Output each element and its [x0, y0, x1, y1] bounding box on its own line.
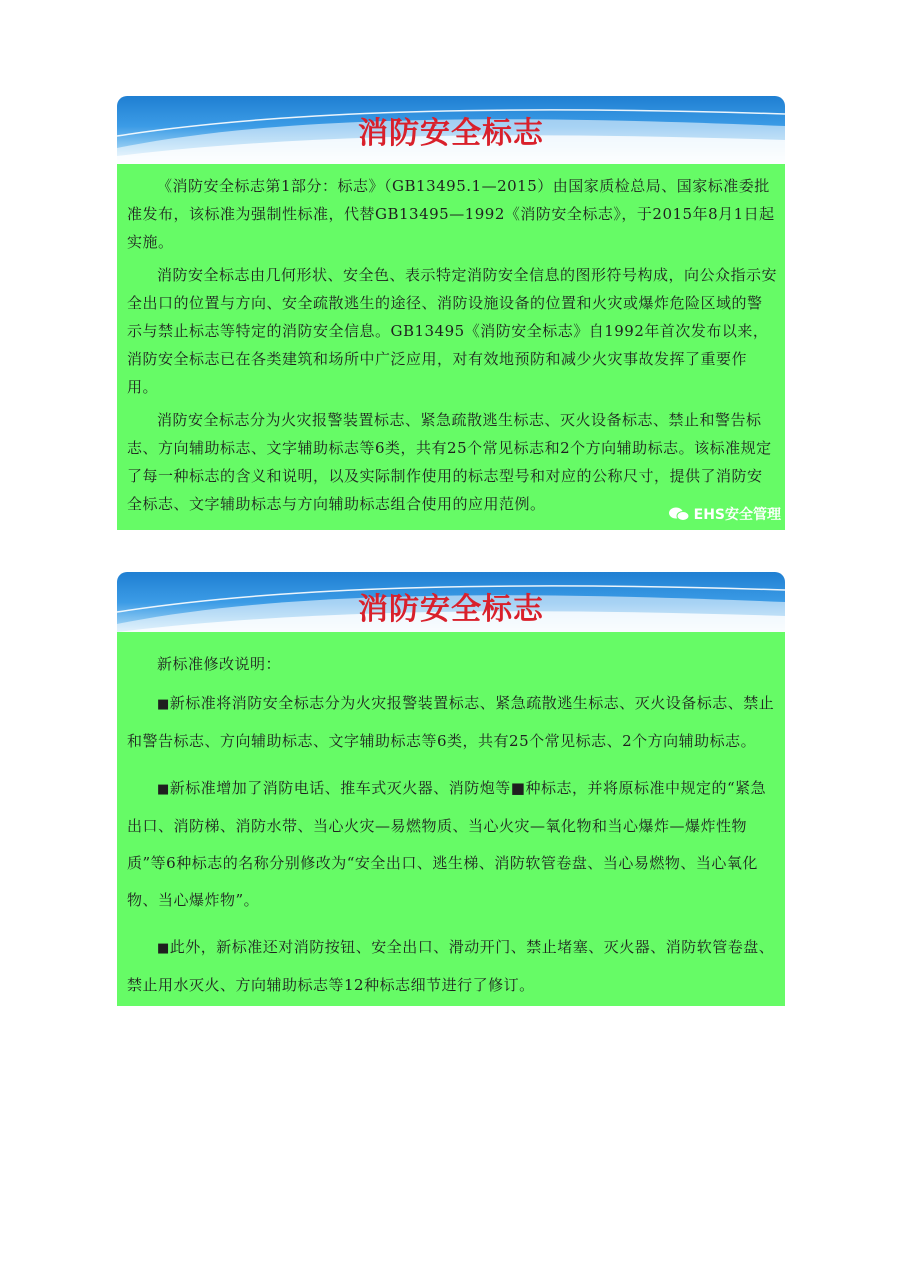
paragraph: 消防安全标志分为火灾报警装置标志、紧急疏散逃生标志、灭火设备标志、禁止和警告标志、方向辅助标志、文字辅助标志等6类，共有25个常见标志和2个方向辅助标志。该标准规定了每一种标志的含义和说明，以及实际制作使用的标志型号和对应的公称尺寸，提供了消防安全标志、文字辅助标志与方向辅助标志组合使用的应用范例。	[127, 411, 772, 513]
slide-banner	[117, 96, 785, 164]
bullet-icon: ■	[157, 697, 170, 712]
slide-banner	[117, 572, 785, 640]
body-text	[127, 646, 777, 1014]
intro-line: 新标准修改说明：	[157, 655, 282, 673]
bullet-item	[127, 770, 777, 919]
bullet-text: 新标准增加了消防电话、推车式灭火器、消防炮等■种标志，并将原标准中规定的“紧急出口、消防梯、消防水带、当心火灾—易燃物质、当心火灾—氧化物和当心爆炸—爆炸性物质”等6种标志的名称分别修改为“安全出口、逃生梯、消防软管卷盘、当心易燃物、当心氧化物、当心爆炸物”。	[127, 779, 767, 909]
content-panel	[117, 632, 785, 1006]
bullet-icon: ■	[157, 782, 170, 797]
body-text	[127, 172, 777, 523]
chat-bubble-icon	[668, 506, 690, 522]
bullet-text: 新标准将消防安全标志分为火灾报警装置标志、紧急疏散逃生标志、灭火设备标志、禁止和警告标志、方向辅助标志、文字辅助标志等6类，共有25个常见标志、2个方向辅助标志。	[127, 694, 775, 750]
slide-1	[117, 96, 785, 530]
slide-title: 消防安全标志	[358, 592, 544, 627]
slide-2	[117, 572, 785, 1006]
content-panel	[117, 164, 785, 530]
paragraph: 消防安全标志由几何形状、安全色、表示特定消防安全信息的图形符号构成，向公众指示安全出口的位置与方向、安全疏散逃生的途径、消防设施设备的位置和火灾或爆炸危险区域的警示与禁止标志等特定的消防安全信息。GB13495《消防安全标志》自1992年首次发布以来，消防安全标志已在各类建筑和场所中广泛应用，对有效地预防和减少火灾事故发挥了重要作用。	[127, 266, 778, 396]
bullet-item	[127, 685, 777, 760]
watermark-text: EHS安全管理	[693, 507, 781, 523]
bullet-item	[127, 929, 777, 1004]
slide-title: 消防安全标志	[358, 116, 544, 151]
bullet-icon: ■	[157, 941, 170, 956]
paragraph: 《消防安全标志第1部分：标志》（GB13495.1—2015）由国家质检总局、国家标准委批准发布，该标准为强制性标准，代替GB13495—1992《消防安全标志》，于2015年8月1日起实施。	[127, 177, 775, 251]
watermark	[668, 502, 781, 526]
bullet-text: 此外，新标准还对消防按钮、安全出口、滑动开门、禁止堵塞、灭火器、消防软管卷盘、禁止用水灭火、方向辅助标志等12种标志细节进行了修订。	[127, 938, 775, 994]
